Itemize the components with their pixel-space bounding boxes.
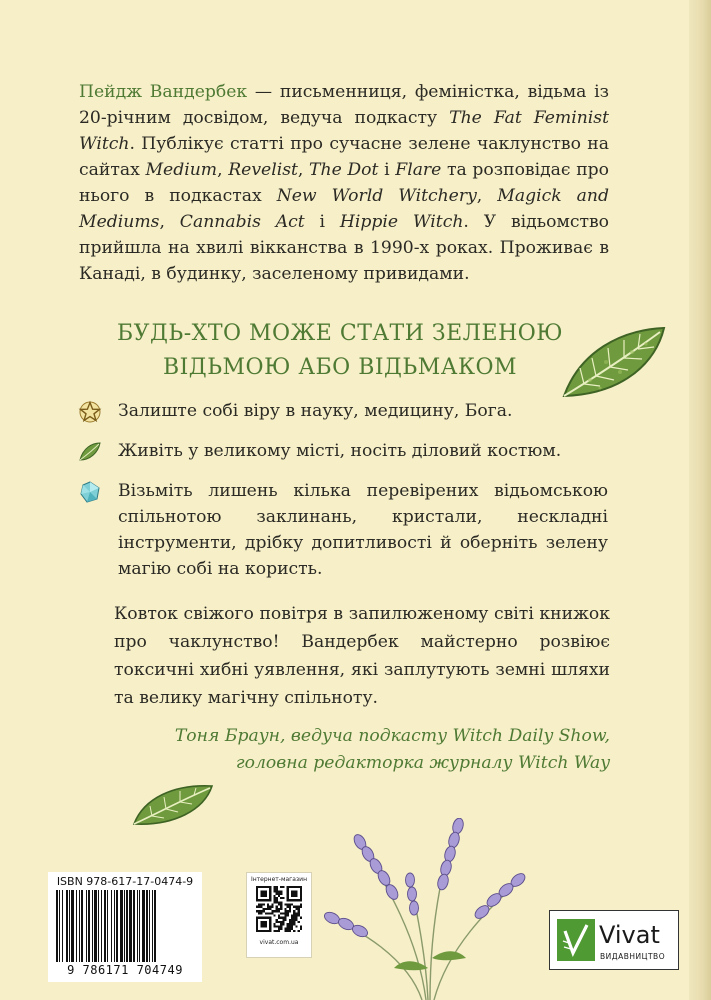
site-name: Medium (145, 160, 218, 180)
heading-line-1: БУДЬ-ХТО МОЖЕ СТАТИ ЗЕЛЕНОЮ (116, 321, 564, 346)
heading-line-2: ВІДЬМОЮ АБО ВІДЬМАКОМ (162, 355, 518, 380)
publisher-subtitle: ВИДАВНИЦТВО (600, 952, 666, 961)
bio-text: та розповідає про нього в подкастах (79, 160, 609, 206)
review-quote: Ковток свіжого повітря в запилюженому світі книжок про чаклунство! Вандербек майстерно розвіює токсичні хибні уявлення, які заплутують земні шляхи та велику магічну спільноту. (114, 604, 610, 708)
site-name: The Dot (309, 160, 379, 180)
podcast-name: Cannabis Act (179, 212, 305, 232)
book-spine-edge (689, 0, 711, 1000)
quote-attribution (114, 723, 610, 777)
bio-text: і (378, 160, 396, 180)
isbn-label: ISBN 978-617-17-0474-9 (56, 875, 194, 888)
barcode-digits: 9 786171 704749 (67, 963, 183, 977)
bullet-item (78, 478, 608, 582)
bio-text: — письменниця, феміністка, відьма із 20-річним досвідом, ведуча подкасту (79, 82, 609, 128)
isbn-barcode (48, 872, 202, 982)
bullet-text: Живіть у великому місті, носіть діловий костюм. (118, 441, 562, 461)
vivat-logo-icon (557, 919, 595, 961)
author-name: Пейдж Вандербек (79, 82, 248, 102)
site-name: Revelist (228, 160, 298, 180)
big-leaf-illustration (560, 322, 670, 402)
small-leaf-illustration (130, 780, 215, 830)
bio-text: , (476, 186, 498, 206)
qr-url: vivat.com.ua (259, 939, 299, 946)
attribution-line-2: головна редакторка журналу Witch Way (235, 753, 610, 773)
podcast-name: Magick and Mediums (79, 186, 610, 232)
pentagram-icon (78, 400, 102, 424)
bullet-item (78, 438, 608, 464)
publisher-logo (549, 910, 679, 970)
bio-text: і (304, 212, 340, 232)
bio-text: . Публікує статті про сучасне зелене чаклунство на сайтах (79, 134, 609, 180)
qr-code[interactable] (256, 886, 302, 932)
bullet-text: Візьміть лишень кілька перевірених відьомською спільнотою заклинань, кристали, нескладні інструменти, дрібку допитливості й оберніть зелену магію собі на користь. (118, 481, 608, 579)
podcast-name: Hippie Witch (339, 212, 464, 232)
bullet-list (78, 398, 608, 596)
bio-text: , (217, 160, 229, 180)
author-bio (79, 79, 609, 287)
lavender-illustration (318, 818, 538, 1000)
bullet-item (78, 398, 608, 424)
publisher-name: Vivat (599, 921, 660, 949)
crystal-icon (78, 480, 102, 504)
bio-text: . У відьомство прийшла на хвилі вікканства в 1990-х роках. Проживає в Канаді, в будинку, заселеному привидами. (79, 212, 609, 284)
site-name: Flare (395, 160, 442, 180)
qr-code-block[interactable] (246, 872, 312, 958)
attribution-line-1: Тоня Браун, ведуча подкасту Witch Daily Show, (174, 726, 610, 746)
leaf-icon (78, 440, 102, 464)
section-heading (70, 317, 610, 385)
barcode-bars (56, 890, 196, 962)
bio-text: , (297, 160, 310, 180)
qr-caption: Інтернет-магазин (250, 876, 307, 883)
podcast-name: New World Witchery (276, 186, 477, 206)
bio-text: , (159, 212, 180, 232)
bullet-text: Залиште собі віру в науку, медицину, Бога. (118, 401, 513, 421)
podcast-name: The Fat Feminist Witch (79, 108, 609, 154)
